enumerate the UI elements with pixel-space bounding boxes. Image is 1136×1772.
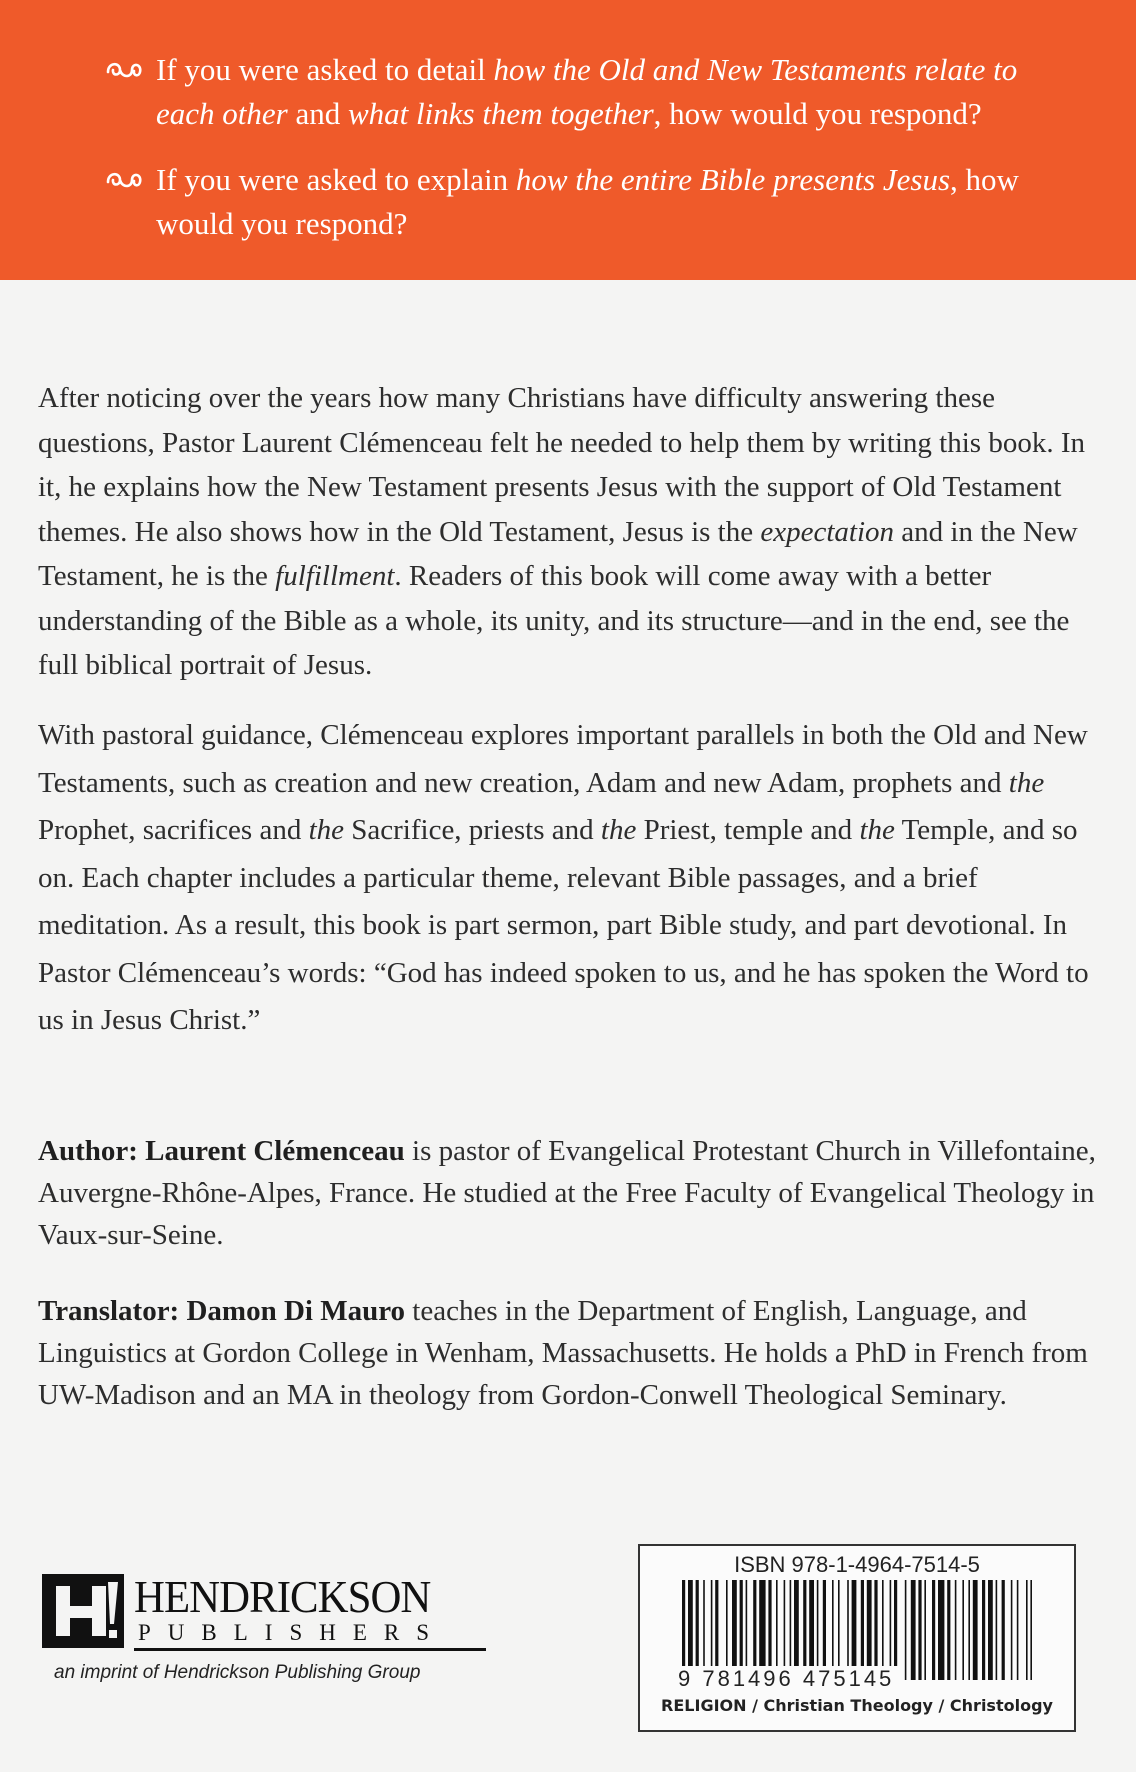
question-1-part-1: If you were asked to detail: [156, 52, 494, 87]
author-label: Author: Laurent Clémenceau: [38, 1135, 405, 1167]
barcode-digits: 9 781496 475145: [674, 1666, 898, 1692]
desc-2-part-4: the: [308, 814, 345, 846]
desc-2-part-3: Prophet, sacrifices and: [38, 814, 309, 846]
description-paragraph-1: [38, 376, 1098, 688]
curl-ornament-icon: [102, 158, 146, 202]
isbn-label: ISBN 978-1-4964-7514-5: [734, 1552, 980, 1577]
desc-1-part-4: fulfillment: [275, 560, 395, 592]
desc-2-part-5: Sacrifice, priests and: [344, 814, 601, 846]
desc-2-part-7: Priest, temple and: [636, 814, 860, 846]
desc-2-part-1: With pastoral guidance, Clémenceau explores important parallels in both the Old and New Testaments, such as creation and new creation, Adam and new Adam, prophets and: [38, 719, 1088, 799]
question-1-part-4: what links them together: [347, 96, 654, 131]
publisher-subtitle: PUBLISHERS: [138, 1620, 447, 1645]
publisher-rule: [134, 1648, 486, 1651]
desc-1-part-5: . Readers of this book will come away with a better understanding of the Bible as a whole, its unity, and its structure—and in the end, see the full biblical portrait of Jesus.: [38, 560, 1070, 681]
imprint-line: an imprint of Hendrickson Publishing Group: [54, 1662, 421, 1683]
category-label: RELIGION / Christian Theology / Christology: [661, 1696, 1053, 1715]
desc-2-part-8: the: [859, 814, 895, 846]
question-2-part-2: how the entire Bible presents Jesus: [515, 162, 951, 197]
description-paragraph-2: [38, 712, 1098, 1045]
question-2-part-1: If you were asked to explain: [156, 162, 516, 197]
question-1-part-3: and: [287, 96, 348, 131]
desc-1-part-2: expectation: [760, 515, 895, 548]
question-1-part-5: , how would you respond?: [653, 96, 982, 131]
curl-ornament-icon: [102, 48, 146, 92]
translator-bio: [38, 1290, 1098, 1416]
question-1: [104, 48, 1044, 136]
question-2-part-3: , how would you respond?: [156, 162, 1019, 241]
author-bio: [38, 1130, 1098, 1256]
barcode-box: [638, 1544, 1076, 1732]
desc-1-part-3: and in the New Testament, he is the: [38, 515, 1078, 592]
publisher-logo: [42, 1571, 452, 1694]
desc-1-part-1: After noticing over the years how many Christians have difficulty answering these questions, Pastor Laurent Clémenceau felt he needed to help them by writing this book. In it, he explains how the New Testament presents Jesus with the support of Old Testament themes. He also shows how in the Old Testament, Jesus is the: [38, 382, 1085, 548]
question-1-part-2: how the Old and New Testaments relate to each other: [156, 52, 1018, 131]
publisher-name: HENDRICKSON: [134, 1571, 431, 1622]
barcode-icon: [682, 1580, 1032, 1680]
desc-2-part-6: the: [600, 814, 637, 846]
question-banner: [0, 0, 1136, 280]
desc-2-part-9: Temple, and so on. Each chapter includes a particular theme, relevant Bible passages, and a brief meditation. As a result, this book is part sermon, part Bible study, and part devotional. In Pastor Clémenceau’s words: “God has indeed spoken to us, and he has spoken the Word to us in Jesus Christ.”: [38, 814, 1089, 1036]
question-2: [104, 158, 1044, 246]
desc-2-part-2: the: [1008, 766, 1045, 799]
question-1-text: [156, 48, 1044, 136]
author-bio-text: is pastor of Evangelical Protestant Church in Villefontaine, Auvergne-Rhône-Alpes, France. He studied at the Free Faculty of Evangelical Theology in Vaux-sur-Seine.: [38, 1135, 1096, 1251]
translator-label: Translator: Damon Di Mauro: [38, 1295, 406, 1327]
question-2-text: [156, 158, 1044, 246]
publisher-mark-icon: [42, 1574, 124, 1648]
translator-bio-text: teaches in the Department of English, Language, and Linguistics at Gordon College in Wenham, Massachusetts. He holds a PhD in French from UW-Madison and an MA in theology from Gordon-Conwell Theological Seminary.: [38, 1295, 1088, 1411]
